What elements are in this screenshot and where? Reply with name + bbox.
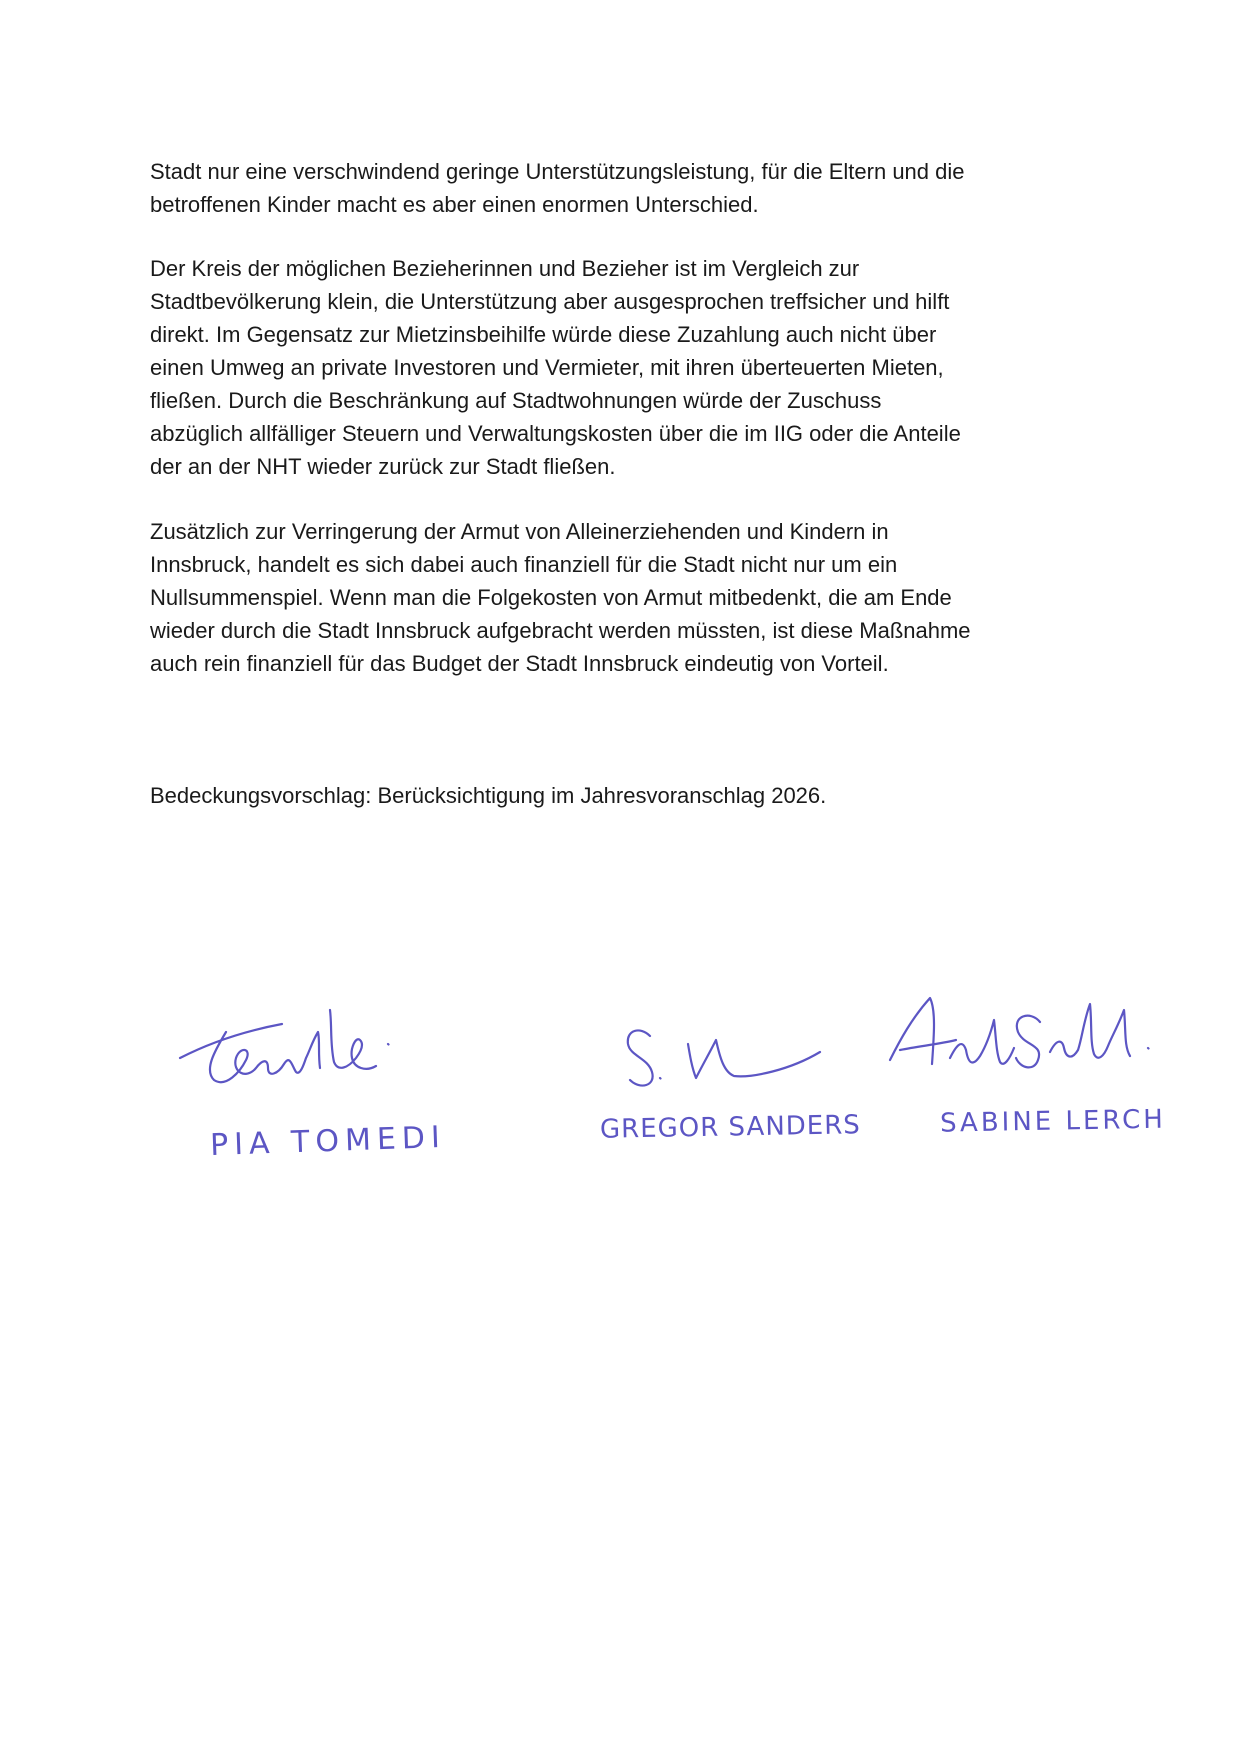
text-line: abzüglich allfälliger Steuern und Verwaltungskosten über die im IIG oder die Anteile	[150, 421, 961, 446]
paragraph-support-difference	[150, 155, 1110, 221]
signatures-drawing	[0, 940, 1240, 1180]
paragraph-funding-proposal	[150, 779, 1110, 812]
text-line: Innsbruck, handelt es sich dabei auch finanziell für die Stadt nicht nur um ein	[150, 552, 898, 577]
text-line: Zusätzlich zur Verringerung der Armut von Alleinerziehenden und Kindern in	[150, 519, 889, 544]
text-line: Der Kreis der möglichen Bezieherinnen und Bezieher ist im Vergleich zur	[150, 256, 860, 281]
text-line: auch rein finanziell für das Budget der Stadt Innsbruck eindeutig von Vorteil.	[150, 651, 889, 676]
text-line: Nullsummenspiel. Wenn man die Folgekosten von Armut mitbedenkt, die am Ende	[150, 585, 952, 610]
printed-name-lerch: SABINE LERCH	[939, 1104, 1167, 1139]
text-line: Stadt nur eine verschwindend geringe Unterstützungsleistung, für die Eltern und die	[150, 159, 965, 184]
signature-pia-tomedi	[180, 1010, 446, 1163]
text-line: fließen. Durch die Beschränkung auf Stadtwohnungen würde der Zuschuss	[150, 388, 882, 413]
printed-name-tomedi: PIA TOMEDI	[209, 1119, 447, 1164]
signature-sabine-lerch	[890, 998, 1166, 1139]
paragraph-recipients	[150, 252, 1110, 483]
text-line: einen Umweg an private Investoren und Vermieter, mit ihren überteuerten Mieten,	[150, 355, 944, 380]
signature-block	[0, 940, 1240, 1180]
paragraph-poverty-reduction	[150, 515, 1110, 680]
text-line: betroffenen Kinder macht es aber einen enormen Unterschied.	[150, 192, 759, 217]
printed-name-sanders: GREGOR SANDERS	[599, 1110, 862, 1145]
text-line: Stadtbevölkerung klein, die Unterstützung aber ausgesprochen treffsicher und hilft	[150, 289, 950, 314]
text-line: der an der NHT wieder zurück zur Stadt fließen.	[150, 454, 616, 479]
text-line: wieder durch die Stadt Innsbruck aufgebracht werden müssten, ist diese Maßnahme	[150, 618, 971, 643]
text-line: Bedeckungsvorschlag: Berücksichtigung im Jahresvoranschlag 2026.	[150, 783, 827, 808]
text-line: direkt. Im Gegensatz zur Mietzinsbeihilfe würde diese Zuzahlung auch nicht über	[150, 322, 937, 347]
signature-gregor-sanders	[600, 1030, 861, 1144]
